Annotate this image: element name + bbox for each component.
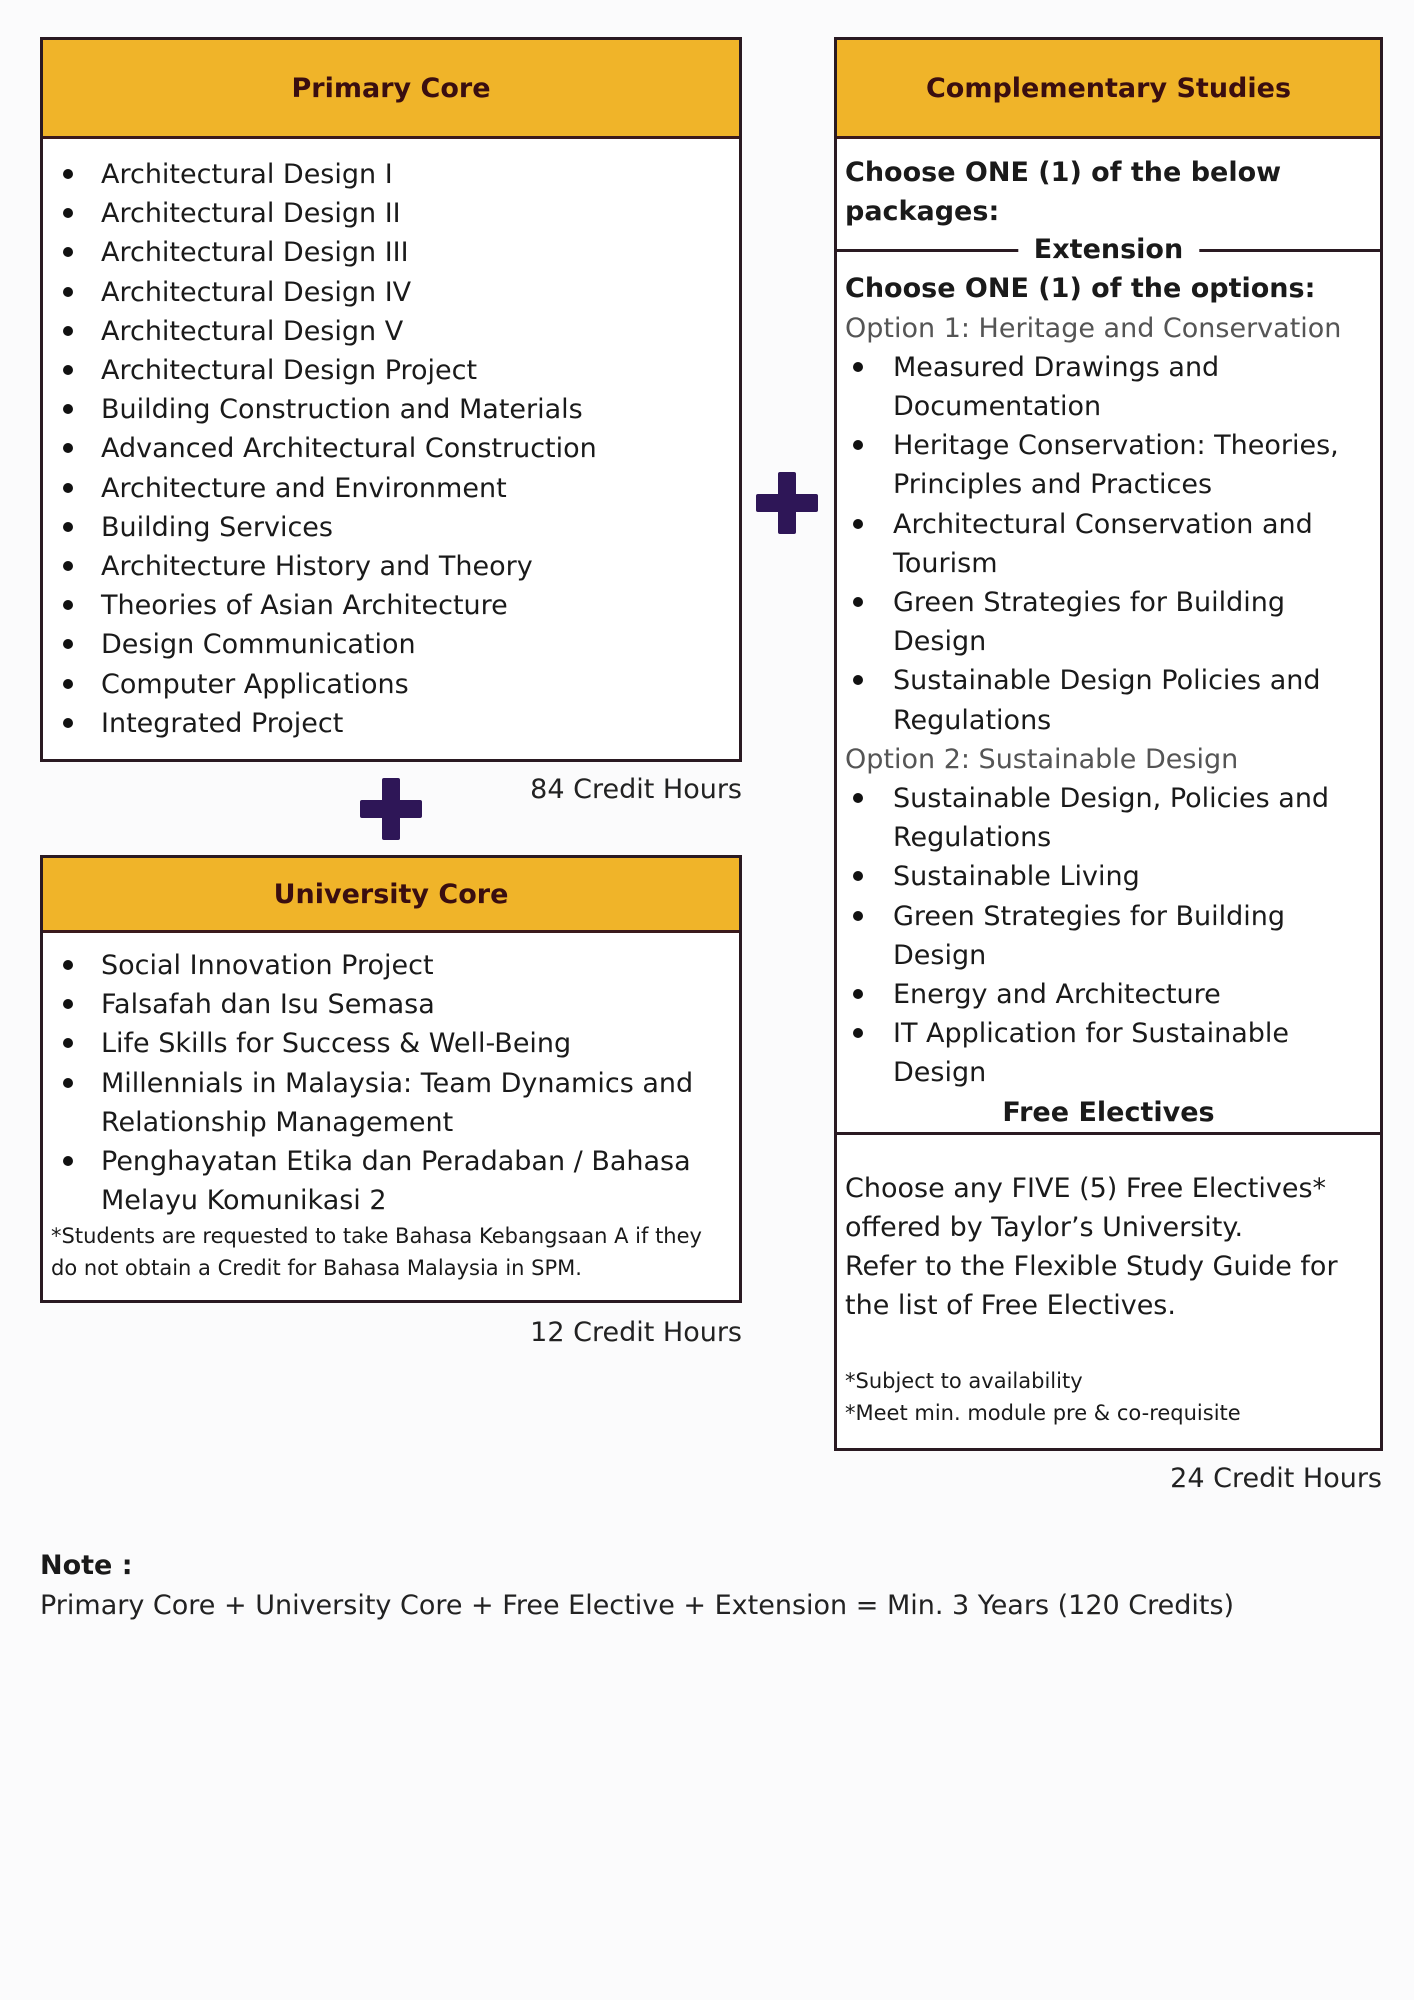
option-1-list [837,348,1380,740]
list-item: Heritage Conservation: Theories, Principles and Practices [837,426,1360,504]
list-item: Architectural Design III [43,233,739,272]
free-electives-refer: Refer to the Flexible Study Guide for the list of Free Electives. [845,1251,1338,1322]
list-item: Architectural Conservation and Tourism [837,505,1360,583]
university-core-credit-hours: 12 Credit Hours [530,1317,742,1348]
list-item: Social Innovation Project [43,946,739,985]
university-core-header [43,858,739,933]
list-item: Penghayatan Etika dan Peradaban / Bahasa Melayu Komunikasi 2 [43,1142,739,1220]
list-item: Millennials in Malaysia: Team Dynamics and Relationship Management [43,1064,739,1142]
free-electives-note: *Subject to availability [845,1369,1083,1394]
extension-instruction: Choose ONE (1) of the options: [845,273,1316,305]
list-item: Building Services [43,508,739,547]
list-item: Architecture and Environment [43,469,739,508]
list-item: Architectural Design Project [43,351,739,390]
list-item: Architecture History and Theory [43,547,739,586]
complementary-studies-header [837,40,1380,139]
list-item: Green Strategies for Building Design [837,897,1360,975]
primary-core-credit-hours: 84 Credit Hours [530,774,742,805]
plus-icon [756,472,818,534]
list-item: Integrated Project [43,704,739,743]
list-item: IT Application for Sustainable Design [837,1014,1360,1092]
list-item: Building Construction and Materials [43,390,739,429]
list-item: Architectural Design I [43,155,739,194]
option-2-label: Option 2: Sustainable Design [845,743,1239,775]
list-item: Life Skills for Success & Well-Being [43,1024,739,1063]
option-2-list [837,779,1380,1093]
list-item: Energy and Architecture [837,975,1360,1014]
list-item: Architectural Design V [43,312,739,351]
list-item: Advanced Architectural Construction [43,429,739,468]
free-electives-body [837,1135,1380,1430]
list-item: Architectural Design II [43,194,739,233]
plus-icon [360,778,422,840]
list-item: Computer Applications [43,665,739,704]
note-label: Note : [40,1550,133,1581]
university-core-list [43,946,739,1220]
free-electives-title: Free Electives [837,1093,1380,1135]
extension-title: Extension [1018,231,1199,269]
free-electives-description: Choose any FIVE (5) Free Electives* offered by Taylor’s University. [845,1172,1327,1243]
complementary-credit-hours: 24 Credit Hours [1170,1463,1382,1494]
primary-core-title: Primary Core [291,72,491,104]
list-item: Sustainable Design, Policies and Regulations [837,779,1360,857]
list-item: Theories of Asian Architecture [43,586,739,625]
complementary-studies-box [834,37,1383,1451]
packages-intro: Choose ONE (1) of the below packages: [845,157,1282,228]
list-item: Falsafah dan Isu Semasa [43,985,739,1024]
free-electives-note: *Meet min. module pre & co-requisite [845,1401,1241,1426]
list-item: Architectural Design IV [43,273,739,312]
note-text: Primary Core + University Core + Free Elective + Extension = Min. 3 Years (120 Credits) [40,1590,1235,1621]
university-core-title: University Core [273,878,509,910]
primary-core-list [43,155,739,743]
complementary-studies-title: Complementary Studies [925,72,1292,104]
extension-divider [837,231,1380,269]
primary-core-box [40,37,742,762]
university-core-footnote: *Students are requested to take Bahasa Kebangsaan A if they do not obtain a Credit for Bahasa Malaysia in SPM. [51,1224,702,1281]
option-1-label: Option 1: Heritage and Conservation [845,312,1342,344]
list-item: Green Strategies for Building Design [837,583,1360,661]
list-item: Measured Drawings and Documentation [837,348,1360,426]
list-item: Sustainable Living [837,857,1360,896]
list-item: Design Communication [43,625,739,664]
primary-core-header [43,40,739,139]
university-core-box [40,855,742,1303]
list-item: Sustainable Design Policies and Regulations [837,661,1360,739]
